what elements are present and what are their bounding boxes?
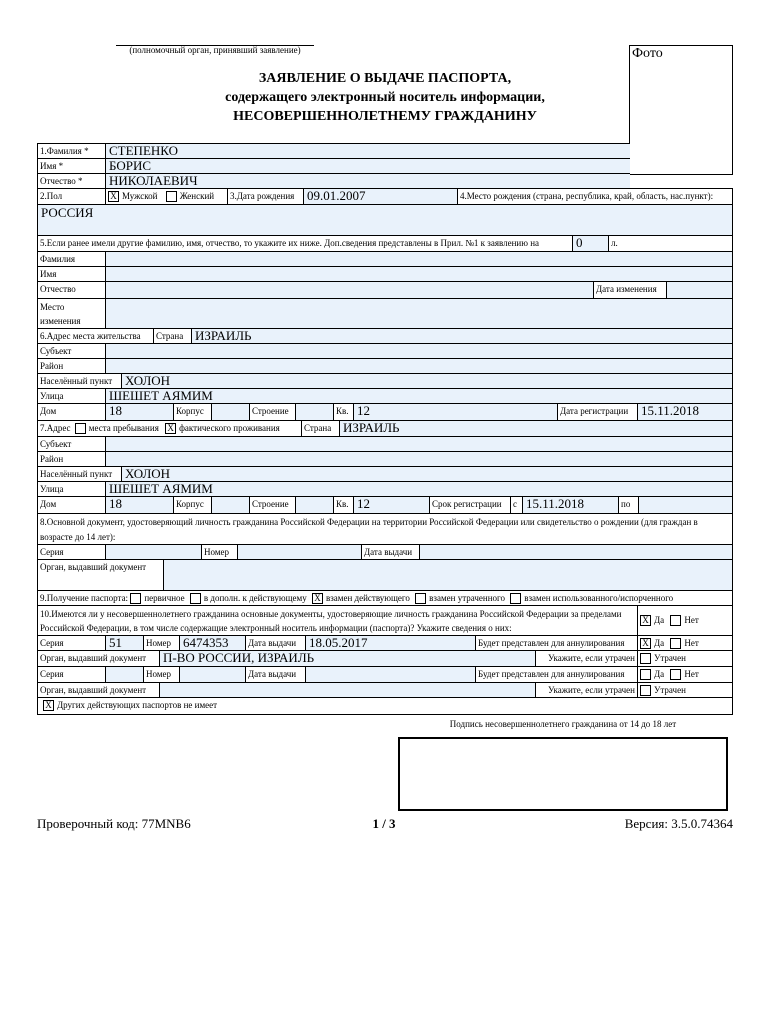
prev-patronymic-label: Отчество bbox=[38, 282, 106, 298]
actual-checkbox[interactable]: X bbox=[165, 423, 176, 434]
doc1-series-label: Серия bbox=[38, 636, 106, 650]
receipt-replace-lost-checkbox[interactable] bbox=[415, 593, 426, 604]
doc1-cancel-no-checkbox[interactable] bbox=[670, 638, 681, 649]
address2-district-row bbox=[37, 451, 733, 467]
sex-male-label: Мужской bbox=[122, 191, 158, 201]
doc2-date-label: Дата выдачи bbox=[246, 667, 306, 682]
surname-field[interactable]: СТЕПЕНКО bbox=[106, 144, 630, 158]
authority-note: (полномочный орган, принявший заявление) bbox=[129, 45, 301, 55]
no-other-docs-row bbox=[37, 697, 733, 715]
doc1-number-label: Номер bbox=[144, 636, 180, 650]
residence-locality-label: Населённый пункт bbox=[38, 374, 122, 388]
main-doc-number-field[interactable] bbox=[238, 545, 362, 559]
doc2-lost-label: Утрачен bbox=[654, 685, 686, 695]
doc1-cancel-answer bbox=[638, 636, 732, 650]
main-doc-label: 8.Основной документ, удостоверяющий личность гражданина Российской Федерации на территории Российской Федерации или свидетельство о рождении (для граждан в возрасте до 14 лет): bbox=[40, 517, 698, 542]
form-title-line2: содержащего электронный носитель информации, bbox=[225, 90, 545, 105]
doc1-series-row bbox=[37, 635, 733, 651]
patronymic-label: Отчество * bbox=[38, 174, 106, 188]
receipt-additional-checkbox[interactable] bbox=[190, 593, 201, 604]
stay-checkbox[interactable] bbox=[75, 423, 86, 434]
previous-names-row bbox=[37, 235, 733, 252]
doc2-cancel-yes-checkbox[interactable] bbox=[640, 669, 651, 680]
residence-label: 6.Адрес места жительства bbox=[38, 329, 154, 343]
version: Версия: 3.5.0.74364 bbox=[624, 816, 733, 831]
address2-district-field[interactable] bbox=[106, 452, 732, 466]
residence-subject-label: Субъект bbox=[38, 344, 106, 358]
receipt-row bbox=[37, 590, 733, 606]
other-docs-yes-checkbox[interactable]: X bbox=[640, 615, 651, 626]
prev-name-row bbox=[37, 266, 733, 282]
address2-locality-label: Населённый пункт bbox=[38, 467, 122, 481]
main-doc-issuer-label: Орган, выдавший документ bbox=[38, 560, 164, 590]
receipt-options bbox=[38, 591, 732, 605]
no-other-docs-checkbox[interactable]: X bbox=[43, 700, 54, 711]
other-docs-question-row bbox=[37, 605, 733, 636]
address2-apt-field[interactable]: 12 bbox=[354, 497, 430, 513]
residence-house-row bbox=[37, 403, 733, 421]
birth-date-label: 3.Дата рождения bbox=[228, 189, 304, 204]
doc2-issuer-field[interactable] bbox=[160, 683, 536, 697]
address2-type bbox=[38, 421, 302, 436]
address2-structure-label: Строение bbox=[250, 497, 296, 513]
prev-name-field[interactable] bbox=[106, 267, 732, 281]
address2-subject-row bbox=[37, 436, 733, 452]
address2-street-label: Улица bbox=[38, 482, 106, 496]
prev-surname-label: Фамилия bbox=[38, 252, 106, 266]
residence-locality-row bbox=[37, 373, 733, 389]
reg-term-label: Срок регистрации bbox=[430, 497, 511, 513]
residence-locality-field[interactable]: ХОЛОН bbox=[122, 374, 732, 388]
doc1-issuer-label: Орган, выдавший документ bbox=[38, 651, 160, 666]
previous-names-intro: 5.Если ранее имели другие фамилию, имя, отчество, то укажите их ниже. Доп.сведения представлены в Прил. №1 к заявлению на bbox=[38, 236, 573, 251]
address2-label: 7.Адрес bbox=[40, 423, 71, 433]
residence-country-field[interactable]: ИЗРАИЛЬ bbox=[192, 329, 732, 343]
residence-subject-field[interactable] bbox=[106, 344, 732, 358]
sex-birth-row bbox=[37, 188, 733, 205]
patronymic-row bbox=[37, 173, 630, 189]
doc2-date-field[interactable] bbox=[306, 667, 476, 682]
doc2-number-field[interactable] bbox=[180, 667, 246, 682]
prev-patronymic-row bbox=[37, 281, 733, 299]
address2-locality-row bbox=[37, 466, 733, 482]
main-doc-series-field[interactable] bbox=[106, 545, 202, 559]
birth-place-field[interactable]: РОССИЯ bbox=[38, 205, 732, 235]
reg-from-field[interactable]: 15.11.2018 bbox=[523, 497, 619, 513]
receipt-first-label: первичное bbox=[144, 593, 185, 603]
birth-date-field[interactable]: 09.01.2007 bbox=[304, 189, 458, 204]
surname-label: 1.Фамилия * bbox=[38, 144, 106, 158]
appendix-sheets-unit: л. bbox=[611, 238, 618, 248]
address2-header-row bbox=[37, 420, 733, 437]
address2-locality-field[interactable]: ХОЛОН bbox=[122, 467, 732, 481]
main-doc-issuer-field[interactable] bbox=[164, 560, 732, 590]
address2-building-label: Корпус bbox=[174, 497, 212, 513]
doc1-cancel-no-label: Нет bbox=[684, 638, 699, 648]
residence-street-row bbox=[37, 388, 733, 404]
doc1-lost bbox=[638, 651, 732, 666]
doc1-lost-checkbox[interactable] bbox=[640, 653, 651, 664]
doc2-issuer-row bbox=[37, 682, 733, 698]
receipt-additional-label: в дополн. к действующему bbox=[203, 593, 307, 603]
doc2-cancel-label: Будет представлен для аннулирования bbox=[476, 667, 638, 682]
doc1-lost-label: Утрачен bbox=[654, 653, 686, 663]
change-place-label: Место изменения bbox=[38, 299, 106, 328]
sex-options bbox=[106, 189, 228, 204]
doc1-cancel-yes-checkbox[interactable]: X bbox=[640, 638, 651, 649]
doc2-series-label: Серия bbox=[38, 667, 106, 682]
reg-to-label: по bbox=[619, 497, 639, 513]
residence-building-label: Корпус bbox=[174, 404, 212, 420]
address2-country-field[interactable]: ИЗРАИЛЬ bbox=[340, 421, 732, 436]
sex-female-checkbox[interactable] bbox=[166, 191, 177, 202]
main-doc-series-row bbox=[37, 544, 733, 560]
sex-female-label: Женский bbox=[179, 191, 215, 201]
doc2-lost bbox=[638, 683, 732, 697]
doc2-number-label: Номер bbox=[144, 667, 180, 682]
change-place-field[interactable] bbox=[106, 299, 732, 328]
stay-label: места пребывания bbox=[88, 423, 159, 433]
main-doc-date-label: Дата выдачи bbox=[362, 545, 420, 559]
receipt-replace-valid-label: взамен действующего bbox=[325, 593, 410, 603]
other-docs-no-label: Нет bbox=[684, 615, 699, 625]
address2-house-field[interactable]: 18 bbox=[106, 497, 174, 513]
address2-street-row bbox=[37, 481, 733, 497]
doc1-number-field[interactable]: 6474353 bbox=[180, 636, 246, 650]
receipt-replace-used-checkbox[interactable] bbox=[510, 593, 521, 604]
doc2-series-row bbox=[37, 666, 733, 683]
address2-street-field[interactable]: ШЕШЕТ АЯМИМ bbox=[106, 482, 732, 496]
appendix-sheets-field[interactable]: 0 bbox=[573, 236, 609, 251]
birth-place-label: 4.Место рождения (страна, республика, край, область, нас.пункт): bbox=[460, 191, 714, 201]
residence-house-field[interactable]: 18 bbox=[106, 404, 174, 420]
change-date-field[interactable] bbox=[667, 282, 732, 298]
page-number: 1 / 3 bbox=[372, 816, 396, 831]
residence-reg-date-field[interactable]: 15.11.2018 bbox=[638, 404, 732, 420]
residence-building-field[interactable] bbox=[212, 404, 250, 420]
prev-surname-field[interactable] bbox=[106, 252, 732, 266]
other-docs-yes-label: Да bbox=[654, 615, 665, 625]
main-doc-header-row bbox=[37, 513, 733, 545]
photo-label: Фото bbox=[632, 46, 663, 61]
doc2-cancel-yes-label: Да bbox=[654, 669, 665, 679]
doc1-issuer-row bbox=[37, 650, 733, 667]
doc1-cancel-label: Будет представлен для аннулирования bbox=[476, 636, 638, 650]
residence-reg-date-label: Дата регистрации bbox=[558, 404, 638, 420]
doc1-series-field[interactable]: 51 bbox=[106, 636, 144, 650]
residence-apt-field[interactable]: 12 bbox=[354, 404, 558, 420]
doc2-cancel-no-checkbox[interactable] bbox=[670, 669, 681, 680]
prev-patronymic-field[interactable] bbox=[106, 282, 594, 298]
doc1-date-field[interactable]: 18.05.2017 bbox=[306, 636, 476, 650]
residence-house-label: Дом bbox=[38, 404, 106, 420]
address2-subject-label: Субъект bbox=[38, 437, 106, 451]
form-title-line1: ЗАЯВЛЕНИЕ О ВЫДАЧЕ ПАСПОРТА, bbox=[258, 71, 512, 86]
address2-house-label: Дом bbox=[38, 497, 106, 513]
residence-structure-label: Строение bbox=[250, 404, 296, 420]
prev-name-label: Имя bbox=[38, 267, 106, 281]
other-docs-answer bbox=[638, 606, 732, 635]
change-date-label: Дата изменения bbox=[594, 282, 667, 298]
form-title-line3: НЕСОВЕРШЕННОЛЕТНЕМУ ГРАЖДАНИНУ bbox=[233, 109, 537, 124]
main-doc-issuer-row bbox=[37, 559, 733, 591]
doc2-lost-checkbox[interactable] bbox=[640, 685, 651, 696]
patronymic-field[interactable]: НИКОЛАЕВИЧ bbox=[106, 174, 630, 188]
actual-label: фактического проживания bbox=[179, 423, 280, 433]
name-row bbox=[37, 158, 630, 174]
no-other-docs bbox=[38, 698, 732, 714]
residence-structure-field[interactable] bbox=[296, 404, 334, 420]
residence-district-row bbox=[37, 358, 733, 374]
reg-to-field[interactable] bbox=[639, 497, 732, 513]
residence-header-row bbox=[37, 328, 733, 344]
doc2-issuer-label: Орган, выдавший документ bbox=[38, 683, 160, 697]
name-field[interactable]: БОРИС bbox=[106, 159, 630, 173]
doc1-cancel-yes-label: Да bbox=[654, 638, 665, 648]
address2-building-field[interactable] bbox=[212, 497, 250, 513]
other-docs-no-checkbox[interactable] bbox=[670, 615, 681, 626]
change-place-row bbox=[37, 298, 733, 329]
no-other-docs-label: Других действующих паспортов не имеет bbox=[57, 700, 218, 710]
residence-district-field[interactable] bbox=[106, 359, 732, 373]
prev-surname-row bbox=[37, 251, 733, 267]
check-code: Проверочный код: 77MNB6 bbox=[37, 816, 191, 831]
main-doc-series-label: Серия bbox=[38, 545, 106, 559]
address2-subject-field[interactable] bbox=[106, 437, 732, 451]
doc1-issuer-field[interactable]: П-ВО РОССИИ, ИЗРАИЛЬ bbox=[160, 651, 536, 666]
residence-street-label: Улица bbox=[38, 389, 106, 403]
sex-male-checkbox[interactable]: X bbox=[108, 191, 119, 202]
doc2-lost-hint: Укажите, если утрачен bbox=[536, 683, 638, 697]
receipt-first-checkbox[interactable] bbox=[130, 593, 141, 604]
name-label: Имя * bbox=[38, 159, 106, 173]
photo-box bbox=[629, 45, 733, 175]
doc2-series-field[interactable] bbox=[106, 667, 144, 682]
doc2-cancel-answer bbox=[638, 667, 732, 682]
doc2-cancel-no-label: Нет bbox=[684, 669, 699, 679]
residence-apt-label: Кв. bbox=[334, 404, 354, 420]
residence-street-field[interactable]: ШЕШЕТ АЯМИМ bbox=[106, 389, 732, 403]
signature-box[interactable] bbox=[398, 737, 728, 811]
main-doc-date-field[interactable] bbox=[420, 545, 732, 559]
sex-label: 2.Пол bbox=[38, 189, 106, 204]
surname-row bbox=[37, 143, 630, 159]
residence-subject-row bbox=[37, 343, 733, 359]
receipt-replace-valid-checkbox[interactable]: X bbox=[312, 593, 323, 604]
receipt-label: 9.Получение паспорта: bbox=[40, 593, 129, 603]
address2-house-row bbox=[37, 496, 733, 514]
address2-country-label: Страна bbox=[302, 421, 340, 436]
main-doc-number-label: Номер bbox=[202, 545, 238, 559]
doc1-lost-hint: Укажите, если утрачен bbox=[536, 651, 638, 666]
receipt-replace-used-label: взамен использованного/испорченного bbox=[524, 593, 674, 603]
doc1-date-label: Дата выдачи bbox=[246, 636, 306, 650]
address2-apt-label: Кв. bbox=[334, 497, 354, 513]
residence-country-label: Страна bbox=[154, 329, 192, 343]
signature-label: Подпись несовершеннолетнего гражданина от 14 до 18 лет bbox=[449, 719, 677, 729]
other-docs-question: 10.Имеются ли у несовершеннолетнего гражданина основные документы, удостоверяющие личность гражданина Российской Федерации за пределами Российской Федерации, в том числе содержащие электронный носитель информации (паспорта)? Укажите сведения о них: bbox=[38, 606, 638, 635]
reg-from-label: с bbox=[511, 497, 523, 513]
residence-district-label: Район bbox=[38, 359, 106, 373]
address2-structure-field[interactable] bbox=[296, 497, 334, 513]
receipt-replace-lost-label: взамен утраченного bbox=[429, 593, 505, 603]
address2-district-label: Район bbox=[38, 452, 106, 466]
birth-place-row bbox=[37, 204, 733, 236]
